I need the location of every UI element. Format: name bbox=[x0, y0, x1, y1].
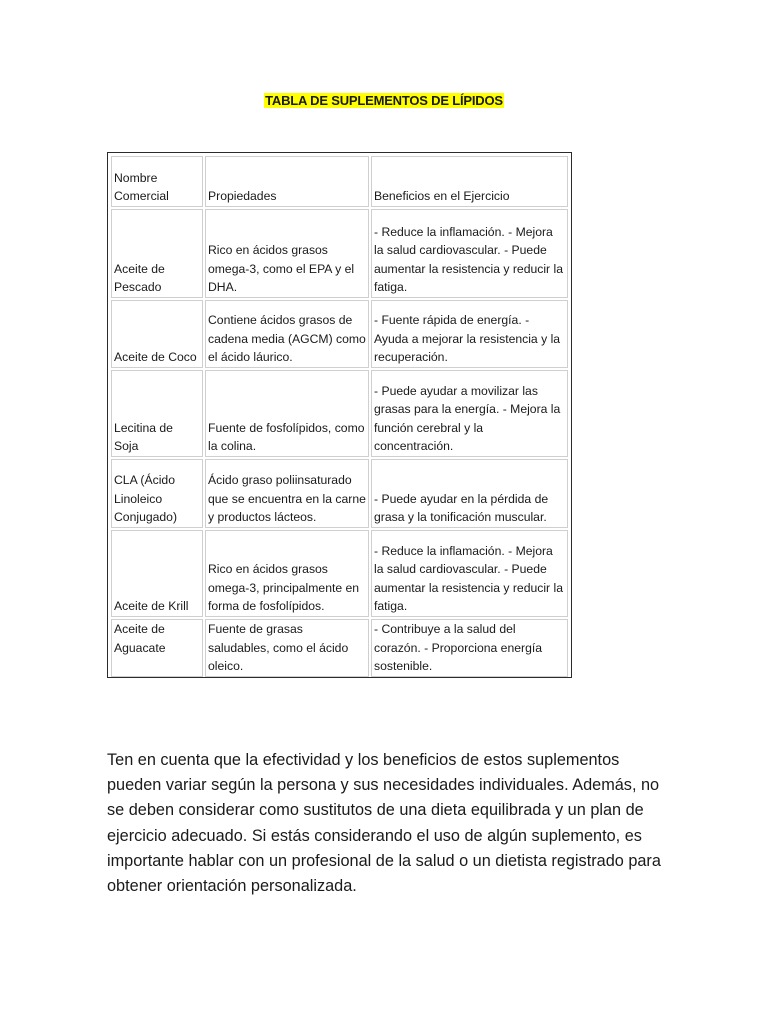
cell-name: Aceite de Aguacate bbox=[111, 619, 203, 677]
disclaimer-paragraph: Ten en cuenta que la efectividad y los beneficios de estos suplementos pueden variar según la persona y sus necesidades individuales. Además, no se deben considerar como sustitutos de una dieta equilibrada y un plan de ejercicio adecuado. Si estás considerando el uso de algún suplemento, es importante hablar con un profesional de la salud o un dietista registrado para obtener orientación personalizada. bbox=[107, 751, 661, 896]
cell-benefits: - Reduce la inflamación. - Mejora la salud cardiovascular. - Puede aumentar la resistencia y reducir la fatiga. bbox=[371, 209, 568, 298]
table-row bbox=[111, 300, 568, 368]
cell-name: Aceite de Krill bbox=[111, 530, 203, 617]
table-header-row bbox=[111, 156, 568, 207]
cell-benefits: - Fuente rápida de energía. - Ayuda a mejorar la resistencia y la recuperación. bbox=[371, 300, 568, 368]
table-row bbox=[111, 530, 568, 617]
page-title bbox=[0, 93, 768, 108]
cell-benefits: - Puede ayudar a movilizar las grasas para la energía. - Mejora la función cerebral y la concentración. bbox=[371, 370, 568, 457]
cell-benefits: - Contribuye a la salud del corazón. - Proporciona energía sostenible. bbox=[371, 619, 568, 677]
table-row bbox=[111, 209, 568, 298]
cell-name: Aceite de Coco bbox=[111, 300, 203, 368]
cell-properties: Fuente de grasas saludables, como el ácido oleico. bbox=[205, 619, 369, 677]
cell-benefits: - Puede ayudar en la pérdida de grasa y la tonificación muscular. bbox=[371, 459, 568, 528]
cell-properties: Ácido graso poliinsaturado que se encuentra en la carne y productos lácteos. bbox=[205, 459, 369, 528]
cell-properties: Rico en ácidos grasos omega-3, como el EPA y el DHA. bbox=[205, 209, 369, 298]
cell-name: Lecitina de Soja bbox=[111, 370, 203, 457]
cell-properties: Contiene ácidos grasos de cadena media (AGCM) como el ácido láurico. bbox=[205, 300, 369, 368]
cell-benefits: - Reduce la inflamación. - Mejora la salud cardiovascular. - Puede aumentar la resistencia y reducir la fatiga. bbox=[371, 530, 568, 617]
cell-name: CLA (Ácido Linoleico Conjugado) bbox=[111, 459, 203, 528]
supplements-table bbox=[109, 154, 570, 679]
table-row bbox=[111, 619, 568, 677]
page-title-text: TABLA DE SUPLEMENTOS DE LÍPIDOS bbox=[265, 93, 503, 108]
cell-properties: Fuente de fosfolípidos, como la colina. bbox=[205, 370, 369, 457]
table-row bbox=[111, 370, 568, 457]
header-cell-properties: Propiedades bbox=[205, 156, 369, 207]
supplements-table-container bbox=[107, 152, 572, 678]
cell-name: Aceite de Pescado bbox=[111, 209, 203, 298]
cell-properties: Rico en ácidos grasos omega-3, principalmente en forma de fosfolípidos. bbox=[205, 530, 369, 617]
header-cell-name: Nombre Comercial bbox=[111, 156, 203, 207]
table-row bbox=[111, 459, 568, 528]
header-cell-benefits: Beneficios en el Ejercicio bbox=[371, 156, 568, 207]
